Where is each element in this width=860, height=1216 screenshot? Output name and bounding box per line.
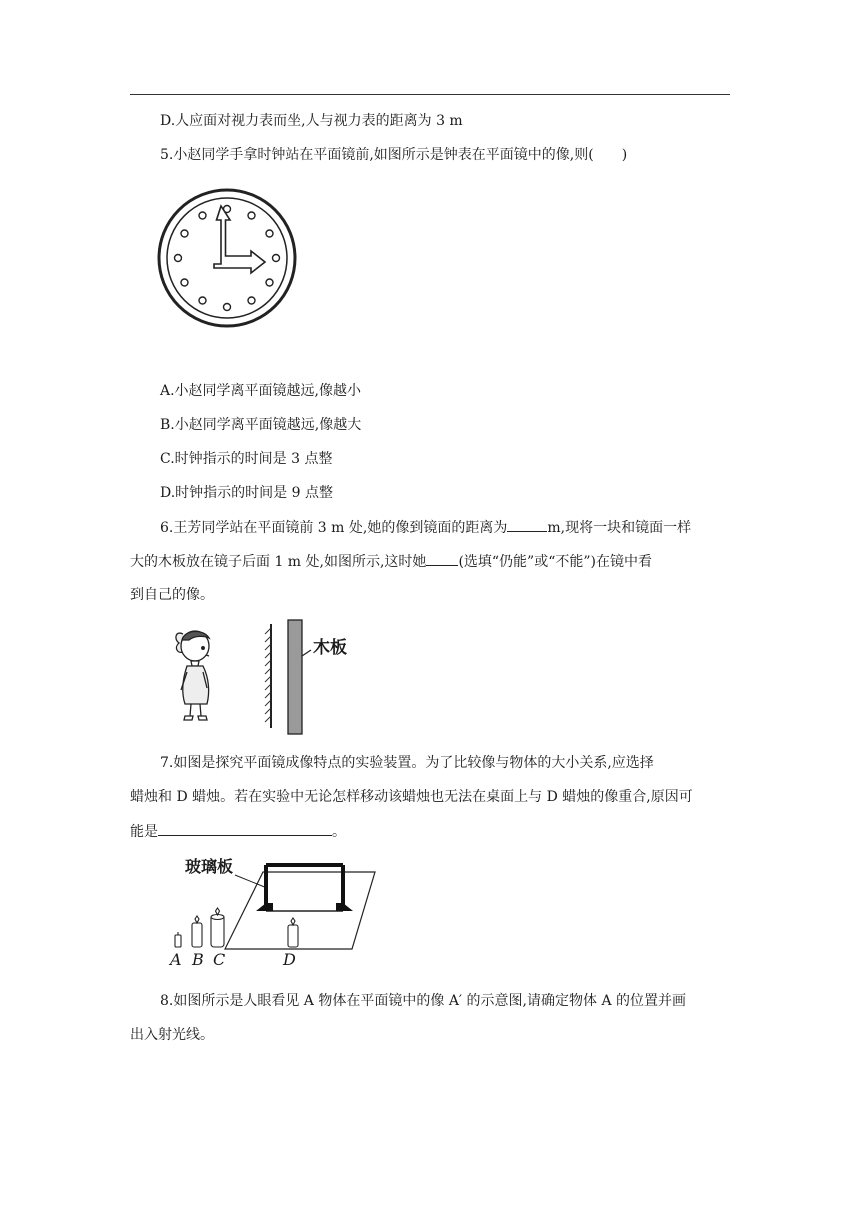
q7-text-3b: 。 [332, 824, 346, 840]
q6-blank-distance[interactable] [507, 517, 547, 532]
q5-option-d: D.时钟指示的时间是 9 点整 [160, 485, 333, 501]
girl-icon [176, 631, 209, 720]
q7-line-1: 7.如图是探究平面镜成像特点的实验装置。为了比较像与物体的大小关系,应选择 [160, 755, 654, 771]
q6-text-2a: 大的木板放在镜子后面 1 m 处,如图所示,这时她 [130, 554, 427, 570]
q7-blank-reason[interactable] [158, 821, 332, 836]
candle-label-a: A [170, 950, 182, 969]
q5-option-c: C.时钟指示的时间是 3 点整 [160, 451, 333, 467]
header-rule [130, 94, 730, 95]
q7-line-3 [130, 821, 346, 842]
candle-label-b: B [192, 950, 204, 969]
q8-line-2: 出入射光线。 [130, 1027, 214, 1043]
q4-option-d: D.人应面对视力表而坐,人与视力表的距离为 3 m [160, 113, 463, 129]
q6-text-1b: m,现将一块和镜面一样 [547, 520, 692, 536]
q6-line-2 [130, 551, 652, 572]
q6-text-2b: (选填“仍能”或“不能”)在镜中看 [458, 554, 652, 570]
q7-text-3a: 能是 [130, 824, 158, 840]
q5-option-a: A.小赵同学离平面镜越远,像越小 [160, 383, 362, 399]
candle-label-c: C [213, 950, 226, 969]
q6-text-1a: 6.王芳同学站在平面镜前 3 m 处,她的像到镜面的距离为 [160, 520, 508, 536]
board-label: 木板 [313, 638, 347, 658]
mirror-clock-figure [155, 184, 301, 334]
q8-line-1: 8.如图所示是人眼看见 A 物体在平面镜中的像 A′ 的示意图,请确定物体 A 的位置并画 [160, 993, 687, 1009]
candle-label-d: D [283, 950, 296, 969]
q7-line-2: 蜡烛和 D 蜡烛。若在实验中无论怎样移动该蜡烛也无法在桌面上与 D 蜡烛的像重合,原因可 [130, 789, 693, 805]
q6-blank-choice[interactable] [426, 551, 458, 566]
q5-option-b: B.小赵同学离平面镜越远,像越大 [160, 417, 362, 433]
girl-mirror-board-figure [165, 616, 365, 738]
glass-plate-label: 玻璃板 [185, 857, 234, 876]
q5-stem: 5.小赵同学手拿时钟站在平面镜前,如图所示是钟表在平面镜中的像,则( ) [160, 147, 628, 163]
q6-line-1 [160, 517, 691, 538]
q6-line-3: 到自己的像。 [130, 587, 214, 603]
